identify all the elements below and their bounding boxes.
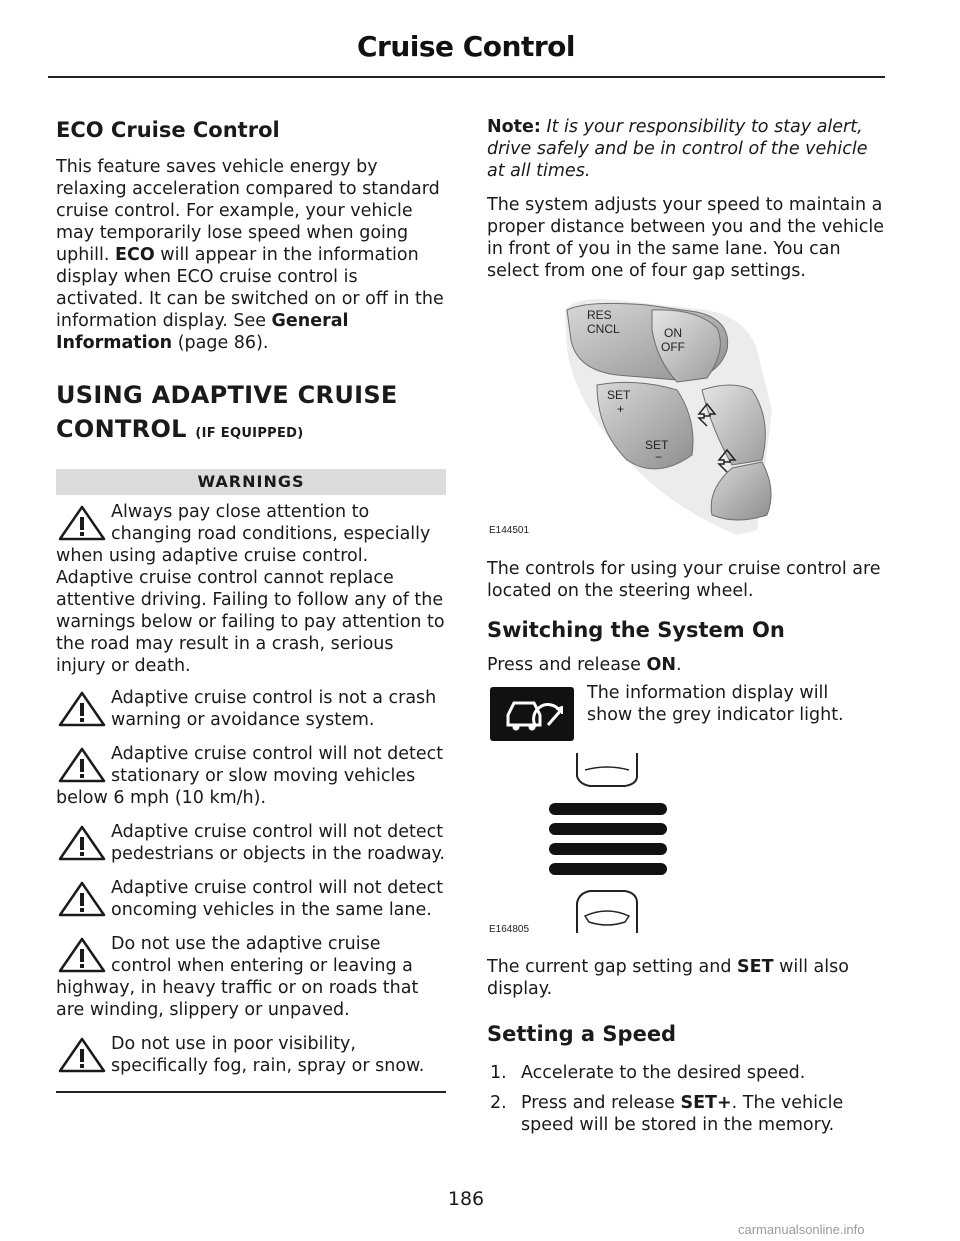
figure-id: E144501 [489, 525, 530, 536]
warning-item [56, 877, 446, 921]
warning-triangle-icon [58, 1037, 106, 1073]
press-bold: ON [646, 655, 677, 675]
step-number: 2. [490, 1093, 507, 1113]
gap-set-text-1: The current gap setting and [487, 957, 738, 977]
warning-text: Adaptive cruise control will not detect pedestrians or objects in the roadway. [111, 822, 445, 864]
warning-item [56, 933, 446, 1021]
press-on-paragraph [487, 654, 885, 676]
gap-set-bold: SET [737, 957, 774, 977]
warning-triangle-icon [58, 937, 106, 973]
step-text-1: Press and release [521, 1093, 681, 1113]
step-bold: SET+ [680, 1093, 732, 1113]
set-minus-label: SET [645, 438, 669, 452]
press-text-1: Press and release [487, 655, 647, 675]
gap-setting-illustration [545, 748, 685, 938]
warning-item [56, 687, 446, 731]
setting-speed-heading: Setting a Speed [487, 1022, 677, 1046]
gap-increase-arrow-icon [697, 402, 717, 428]
step-text-2: . The vehicle speed will be stored in the memory. [521, 1093, 844, 1135]
warning-text: Always pay close attention to changing road conditions, especially when using adaptive cruise control. Adaptive cruise control cannot replace attentive driving. Failing to follow any of the warnings below or failing to pay attention to the road may result in a crash, serious injury or death. [56, 502, 445, 676]
plus-label: + [617, 402, 625, 416]
eco-heading: ECO Cruise Control [56, 118, 280, 142]
cruise-indicator-icon [490, 687, 574, 741]
note-text: It is your responsibility to stay alert, drive safely and be in control of the vehicle at all times. [487, 117, 868, 181]
warning-item [56, 501, 446, 677]
gap-setting-figure [487, 748, 885, 938]
acc-heading-small: (IF EQUIPPED) [195, 426, 304, 441]
warning-item [56, 1033, 446, 1077]
warning-triangle-icon [58, 691, 106, 727]
warning-text: Adaptive cruise control will not detect oncoming vehicles in the same lane. [111, 878, 444, 920]
figure-id: E164805 [489, 924, 530, 935]
step-item [487, 1092, 885, 1136]
gap-decrease-arrow-icon [717, 448, 737, 474]
step-text: Accelerate to the desired speed. [521, 1063, 806, 1083]
set-plus-label: SET [607, 388, 631, 402]
gap-set-paragraph [487, 956, 885, 1000]
note-paragraph [487, 116, 885, 182]
warning-triangle-icon [58, 747, 106, 783]
indicator-text: The information display will show the grey indicator light. [587, 683, 844, 725]
eco-text-3: (page 86). [172, 333, 269, 353]
eco-text-2: will appear in the information display when ECO cruise control is activated. It can be switched on or off in the information display. See [56, 245, 444, 331]
acc-heading-main: USING ADAPTIVE CRUISE CONTROL [56, 381, 398, 443]
header-divider [48, 76, 885, 78]
switching-heading: Switching the System On [487, 618, 785, 642]
warning-text: Do not use the adaptive cruise control when entering or leaving a highway, in heavy traffic or on roads that are winding, slippery or unpaved. [56, 934, 419, 1020]
gap-paragraph: The system adjusts your speed to maintain a proper distance between you and the vehicle in front of you in the same lane. You can select from one of four gap settings. [487, 195, 885, 281]
step-item [487, 1062, 885, 1084]
page-title: Cruise Control [356, 30, 576, 63]
warning-item [56, 743, 446, 809]
warning-text: Adaptive cruise control will not detect stationary or slow moving vehicles below 6 mph (10 km/h). [56, 744, 444, 808]
warnings-bar: WARNINGS [56, 469, 446, 495]
watermark: carmanualsonline.info [738, 1222, 865, 1237]
res-label: RES [587, 308, 612, 322]
acc-heading [56, 378, 446, 451]
warning-text: Adaptive cruise control is not a crash warning or avoidance system. [111, 688, 437, 730]
off-label: OFF [661, 340, 685, 354]
on-label: ON [664, 326, 682, 340]
warning-triangle-icon [58, 881, 106, 917]
cncl-label: CNCL [587, 322, 620, 336]
step-text [521, 1092, 885, 1136]
note-label: Note: [487, 117, 541, 137]
right-column [487, 112, 885, 1136]
warning-triangle-icon [58, 505, 106, 541]
general-information-link[interactable]: General Information [56, 311, 349, 353]
warnings-end-divider [56, 1091, 446, 1093]
warning-triangle-icon [58, 825, 106, 861]
warning-text: Do not use in poor visibility, specifically fog, rain, spray or snow. [111, 1034, 425, 1076]
steering-controls-figure [487, 290, 885, 550]
eco-bold: ECO [115, 245, 155, 265]
warning-item [56, 821, 446, 865]
left-column [56, 112, 446, 1093]
eco-text-1: This feature saves vehicle energy by relaxing acceleration compared to standard cruise control. For example, your vehicle may temporarily lose speed when going uphill. [56, 157, 440, 265]
eco-paragraph [56, 156, 446, 354]
minus-label: − [655, 450, 663, 464]
indicator-row [487, 682, 885, 744]
page-number: 186 [447, 1188, 485, 1210]
gap-set-text-2: will also display. [487, 957, 849, 999]
press-text-2: . [676, 655, 682, 675]
step-number: 1. [490, 1063, 507, 1083]
controls-paragraph: The controls for using your cruise control are located on the steering wheel. [487, 559, 881, 601]
